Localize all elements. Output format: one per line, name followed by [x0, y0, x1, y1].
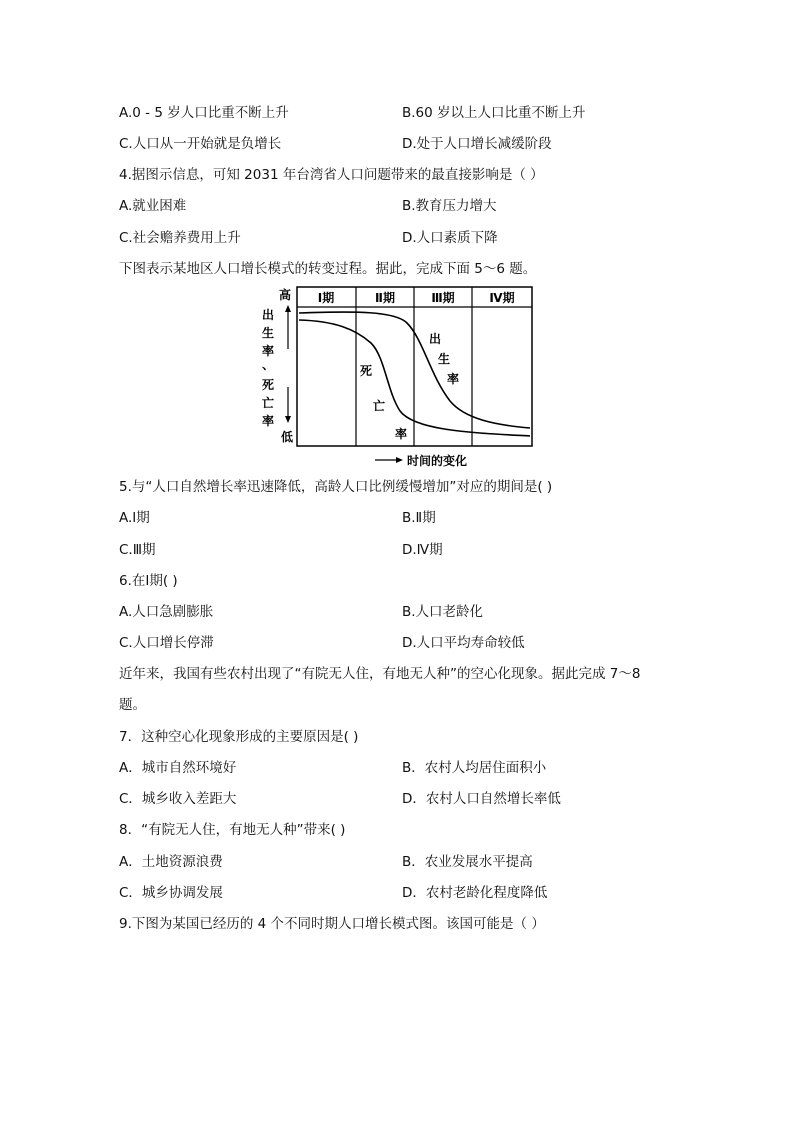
q9-stem: 9.下图为某国已经历的 4 个不同时期人口增长模式图。该国可能是（ ） [119, 916, 545, 932]
q6-option-b: B.人口老龄化 [402, 604, 484, 620]
q3-option-d: D.处于人口增长减缓阶段 [402, 136, 552, 152]
q7-option-d: D．农村人口自然增长率低 [402, 791, 561, 807]
y-axis-label-char: 率 [261, 344, 275, 358]
intro-7-8-line1: 近年来，我国有些农村出现了“有院无人住，有地无人种”的空心化现象。据此完成 7～8 [119, 666, 641, 682]
q8-option-d: D．农村老龄化程度降低 [402, 885, 548, 901]
birth-label-char: 生 [437, 352, 451, 366]
y-axis-label-char: 亡 [261, 396, 275, 410]
birth-label-char: 率 [446, 372, 460, 386]
q5-option-c: C.Ⅲ期 [119, 542, 156, 558]
y-axis-down-arrowhead [285, 416, 291, 423]
death-label-char: 死 [359, 364, 373, 378]
death-label-char: 率 [394, 427, 408, 441]
y-axis-label-char: 出 [261, 308, 275, 322]
q3-option-b: B.60 岁以上人口比重不断上升 [402, 105, 586, 121]
birth-label-char: 出 [428, 332, 442, 346]
y-axis-label-char: 率 [261, 414, 275, 428]
q5-option-b: B.Ⅱ期 [402, 510, 436, 526]
intro-5-6: 下图表示某地区人口增长模式的转变过程。据此，完成下面 5～6 题。 [119, 261, 537, 277]
q8-option-a: A．土地资源浪费 [119, 854, 223, 870]
y-axis-high: 高 [278, 288, 292, 302]
x-axis-arrowhead [396, 457, 403, 463]
q3-option-c: C.人口从一开始就是负增长 [119, 136, 282, 152]
q5-option-d: D.Ⅳ期 [402, 542, 443, 558]
q8-stem: 8．“有院无人住，有地无人种”带来( ) [119, 822, 346, 838]
q8-option-b: B．农业发展水平提高 [402, 854, 533, 870]
q5-option-a: A.Ⅰ期 [119, 510, 150, 526]
x-axis-label: 时间的变化 [407, 454, 468, 468]
period-label-3: Ⅲ期 [431, 291, 455, 305]
q3-option-a: A.0 - 5 岁人口比重不断上升 [119, 105, 289, 121]
q7-stem: 7．这种空心化现象形成的主要原因是( ) [119, 729, 359, 745]
q7-option-a: A．城市自然环境好 [119, 760, 237, 776]
period-label-2: Ⅱ期 [375, 291, 395, 305]
intro-7-8-line2: 题。 [119, 697, 146, 713]
population-transition-figure [255, 283, 540, 473]
q6-option-a: A.人口急剧膨胀 [119, 604, 214, 620]
q6-stem: 6.在Ⅰ期( ) [119, 573, 178, 589]
period-label-4: Ⅳ期 [489, 291, 515, 305]
y-axis-label-char: 生 [261, 326, 275, 340]
y-axis-label [262, 307, 274, 428]
q5-stem: 5.与“人口自然增长率迅速降低，高龄人口比例缓慢增加”对应的期间是( ) [119, 479, 553, 495]
q4-option-a: A.就业困难 [119, 198, 187, 214]
q7-option-b: B．农村人均居住面积小 [402, 760, 547, 776]
y-axis-low: 低 [280, 430, 294, 444]
q8-option-c: C．城乡协调发展 [119, 885, 223, 901]
q4-option-b: B.教育压力增大 [402, 198, 497, 214]
q4-stem: 4.据图示信息，可知 2031 年台湾省人口问题带来的最直接影响是（ ） [119, 167, 544, 183]
y-axis-label-char: 、 [261, 358, 275, 372]
period-label-1: Ⅰ期 [317, 291, 335, 305]
q4-option-d: D.人口素质下降 [402, 230, 498, 246]
q7-option-c: C．城乡收入差距大 [119, 791, 237, 807]
q4-option-c: C.社会赡养费用上升 [119, 230, 241, 246]
death-label-char: 亡 [372, 399, 386, 413]
q6-option-d: D.人口平均寿命较低 [402, 635, 525, 651]
y-axis-label-char: 死 [261, 378, 275, 392]
q6-option-c: C.人口增长停滞 [119, 635, 214, 651]
y-axis-up-arrowhead [285, 305, 291, 312]
